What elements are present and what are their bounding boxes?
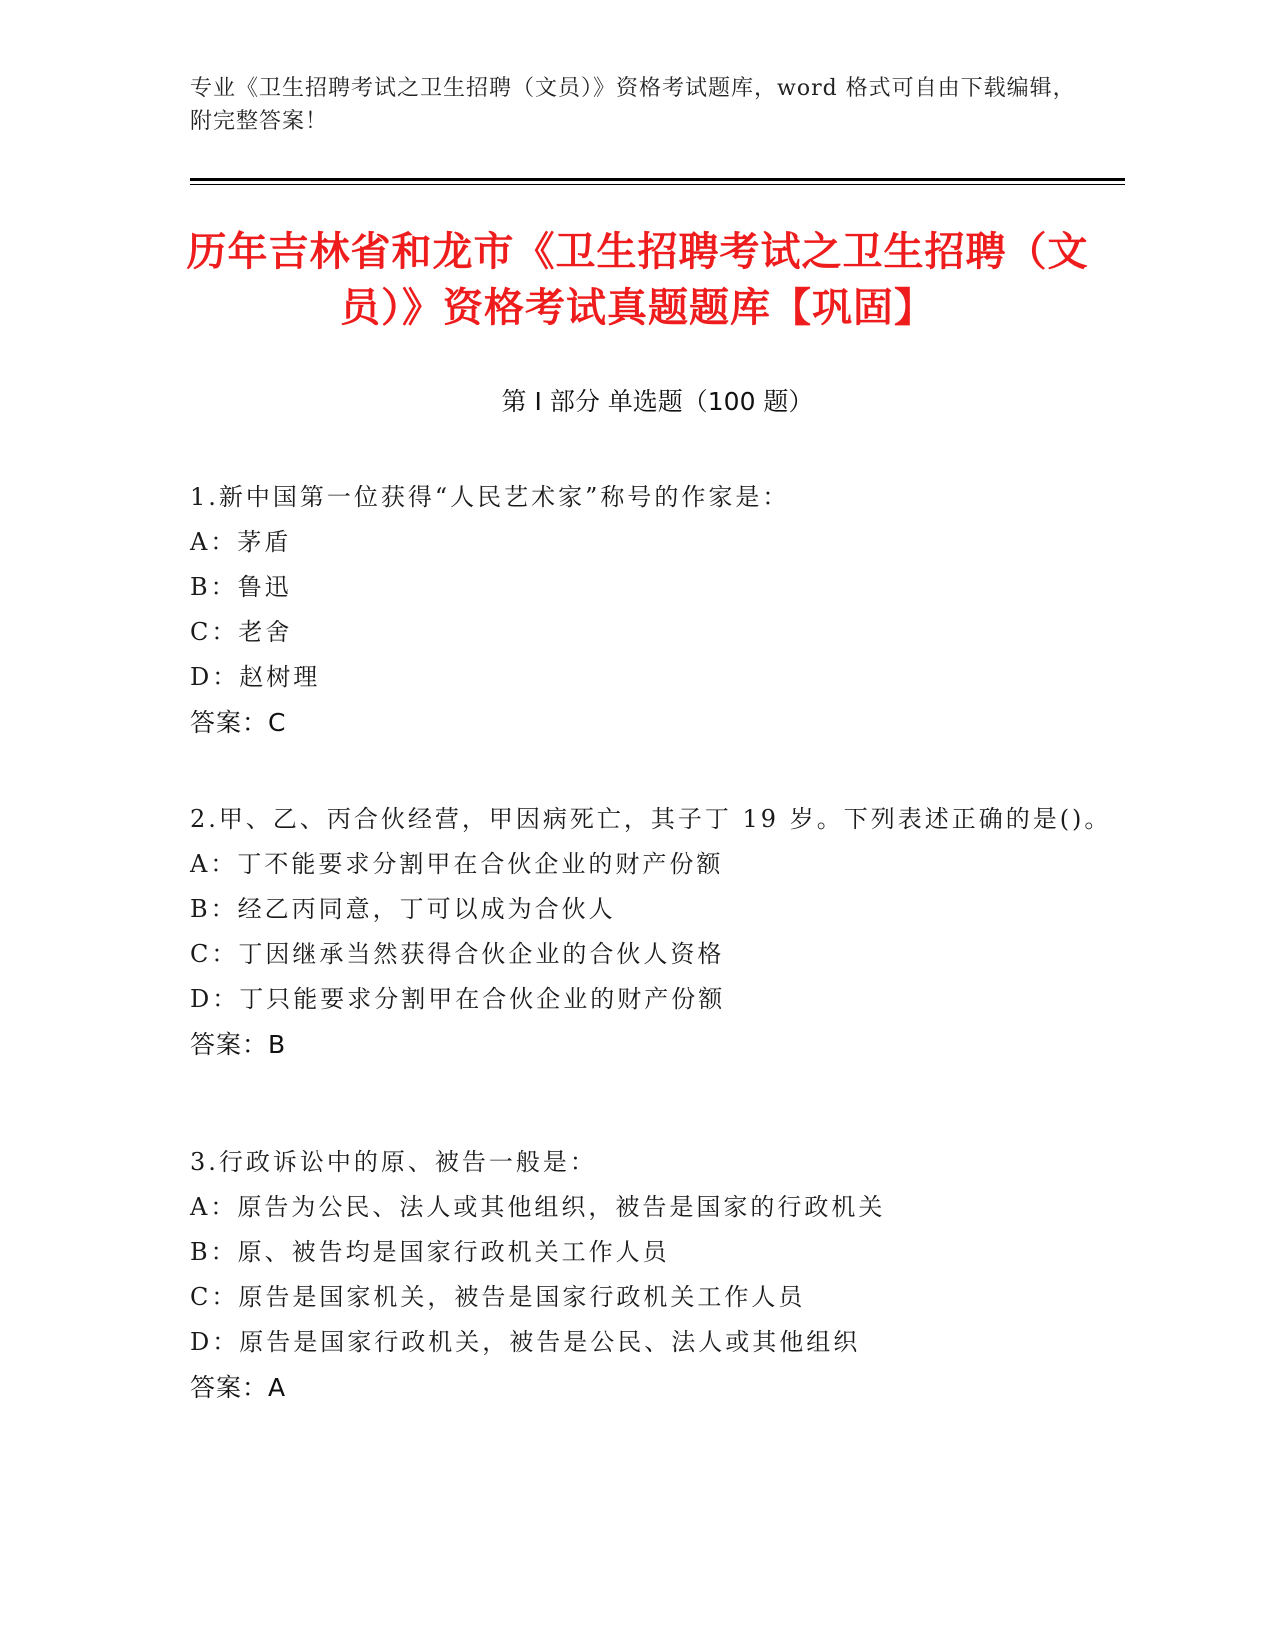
question-block: [190, 1140, 1125, 1410]
question-stem: 2.甲、乙、丙合伙经营，甲因病死亡，其子丁 19 岁。下列表述正确的是()。: [190, 805, 1112, 833]
option-a: A：茅盾: [190, 528, 292, 556]
document-title: 历年吉林省和龙市《卫生招聘考试之卫生招聘（文员）》资格考试真题题库【巩固】: [186, 229, 1089, 331]
option-b: B：鲁迅: [190, 573, 292, 601]
option-b: B：经乙丙同意，丁可以成为合伙人: [190, 895, 616, 923]
option-c: C：丁因继承当然获得合伙企业的合伙人资格: [190, 940, 725, 968]
question-stem: 1.新中国第一位获得“人民艺术家”称号的作家是：: [190, 483, 790, 511]
option-c: C：原告是国家机关，被告是国家行政机关工作人员: [190, 1283, 806, 1311]
option-a: A：丁不能要求分割甲在合伙企业的财产份额: [190, 850, 724, 878]
option-d: D：赵树理: [190, 663, 321, 691]
option-d: D：原告是国家行政机关，被告是公民、法人或其他组织: [190, 1328, 861, 1356]
question-block: [190, 797, 1125, 1067]
option-b: B：原、被告均是国家行政机关工作人员: [190, 1238, 670, 1266]
question-block: [190, 475, 1125, 745]
header-rule-thin: [190, 184, 1125, 185]
question-stem: 3.行政诉讼中的原、被告一般是：: [190, 1148, 597, 1176]
option-d: D：丁只能要求分割甲在合伙企业的财产份额: [190, 985, 726, 1013]
header-rule-thick: [190, 178, 1125, 181]
header-note: 专业《卫生招聘考试之卫生招聘（文员）》资格考试题库，word 格式可自由下载编辑，附完整答案！: [190, 76, 1076, 134]
option-a: A：原告为公民、法人或其他组织，被告是国家的行政机关: [190, 1193, 886, 1221]
answer-line: 答案：A: [190, 1373, 287, 1402]
answer-line: 答案：C: [190, 708, 287, 737]
option-c: C：老舍: [190, 618, 293, 646]
section-heading: 第 I 部分 单选题（100 题）: [501, 387, 814, 416]
answer-line: 答案：B: [190, 1030, 287, 1059]
